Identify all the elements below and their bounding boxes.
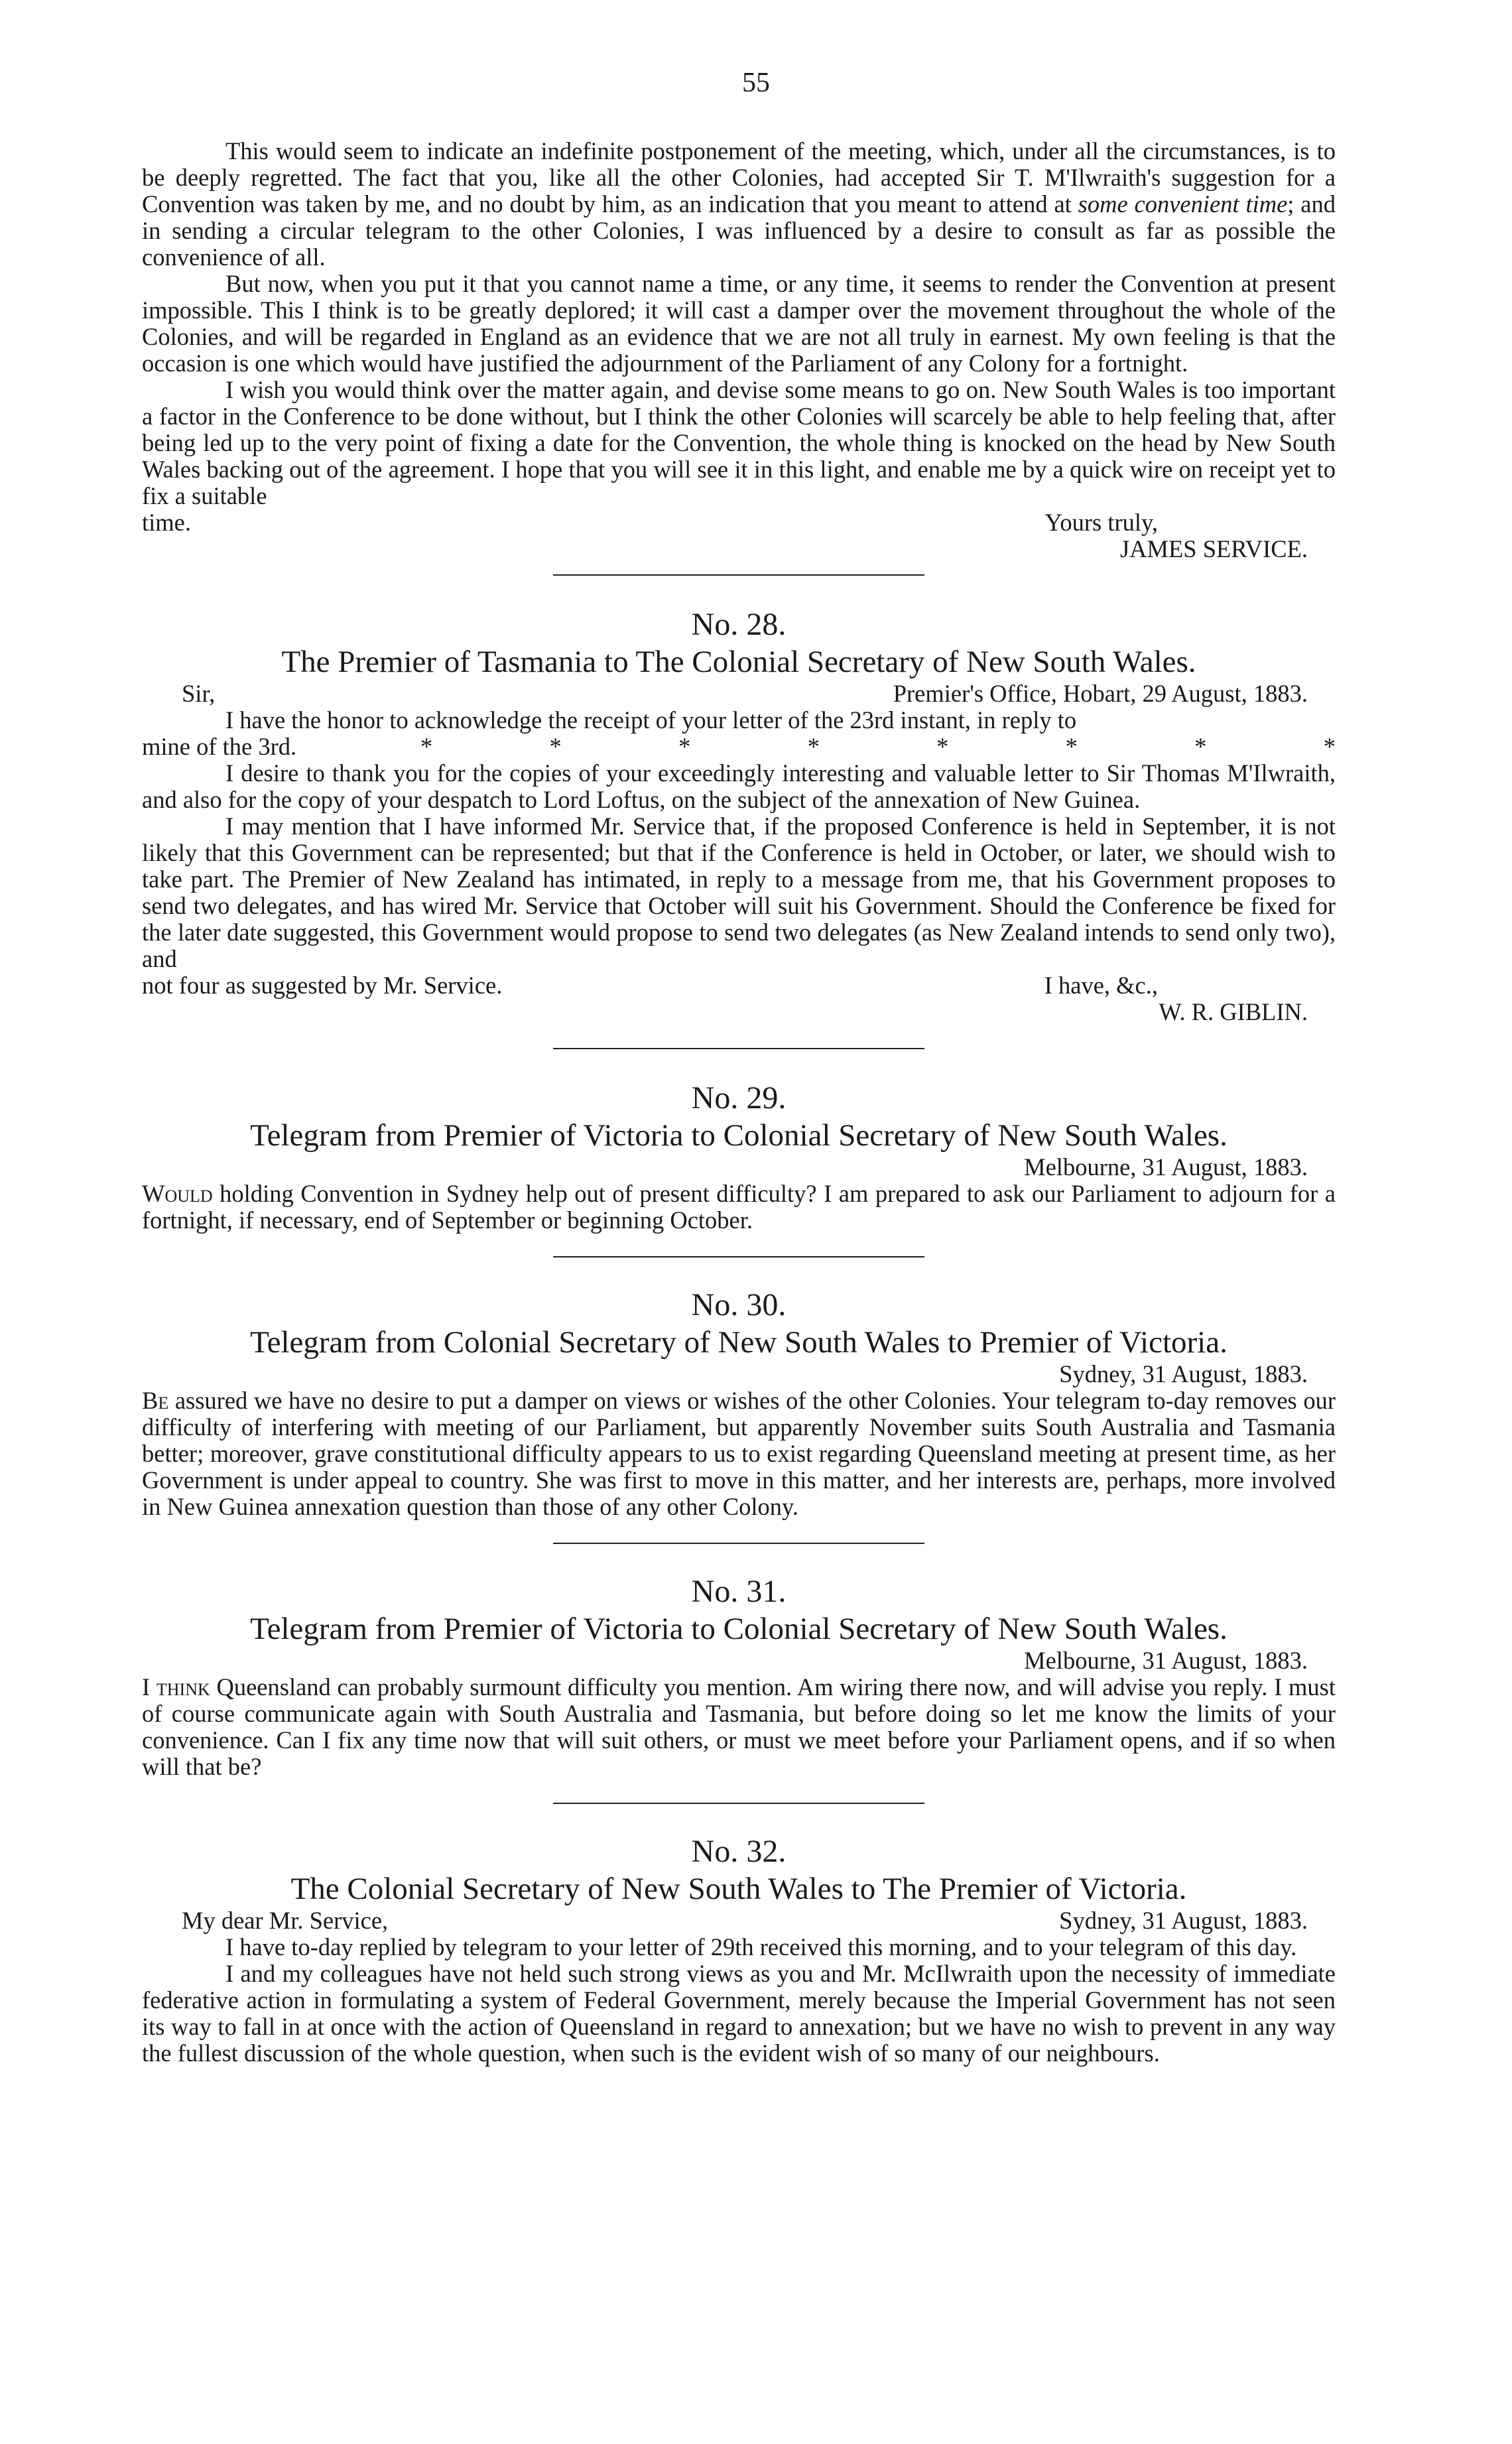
letter-28-paragraph-1-end [142, 734, 1336, 760]
letter-32-address: Sydney, 31 August, 1883. [1059, 1907, 1308, 1934]
letter-28-closing: I have, &c., [1044, 972, 1158, 999]
letter-28-paragraph-3-last-line: not four as suggested by Mr. Service. [142, 972, 503, 999]
letter-32-salutation: My dear Mr. Service, [182, 1907, 389, 1934]
letter-32-header [142, 1907, 1336, 1934]
letter-28-paragraph-2: I desire to thank you for the copies of your exceedingly interesting and valuable letter to Sir Thomas M'Ilwraith, and also for the copy of your despatch to Lord Loftus, on the subject of the annexation of New Guinea. [142, 759, 1336, 813]
omission-star: * [549, 733, 562, 760]
letter-29-body-text: holding Convention in Sydney help out of present difficulty? I am prepared to ask our Parliament to adjourn for a fortnight, if necessary, end of September or beginning October. [142, 1180, 1336, 1234]
omission-star: * [420, 733, 433, 760]
letter-29-body [142, 1181, 1336, 1234]
intro-signature: JAMES SERVICE. [1119, 535, 1308, 562]
intro-paragraph-1-emphasis: some convenient time [1078, 190, 1288, 218]
intro-closing: Yours truly, [1044, 509, 1158, 536]
letter-31-address: Melbourne, 31 August, 1883. [1024, 1647, 1308, 1674]
letter-28-closing-row [142, 972, 1336, 999]
intro-paragraph-2: But now, when you put it that you cannot name a time, or any time, it seems to render the Convention at present impossible. This I think is to be greatly deplored; it will cast a damper over the movement throughout the whole of the Colonies, and will be regarded in England as an evidence that we are not all truly in earnest. My own feeling is that the occasion is one which would have justified the adjournment of the Parliament of any Colony for a fortnight. [142, 270, 1336, 377]
letter-29-lead-word: Would [142, 1180, 213, 1207]
omission-star: * [807, 733, 820, 760]
letter-28-signature: W. R. GIBLIN. [1159, 998, 1308, 1025]
omission-star: * [1065, 733, 1078, 760]
letter-32-number: No. 32. [691, 1834, 787, 1869]
letter-28-paragraph-1-last-line: mine of the 3rd. [142, 733, 297, 760]
letter-31-body-text: Queensland can probably surmount difficulty you mention. Am wiring there now, and will advise you reply. I must of course communicate again with South Australia and Tasmania, but before doing so let me know the limits of your convenience. Can I fix any time now that will suit others, or must we meet before your Parliament opens, and if so when will that be? [142, 1673, 1336, 1780]
letter-32-paragraph-1: I have to-day replied by telegram to your letter of 29th received this morning, and to your telegram of this day. [225, 1933, 1297, 1961]
omission-star: * [1323, 733, 1336, 760]
letter-30-body [142, 1387, 1336, 1520]
letter-30-number: No. 30. [691, 1287, 787, 1322]
omission-star: * [936, 733, 949, 760]
letter-31-lead-word: I think [142, 1673, 210, 1701]
letter-31-title: Telegram from Premier of Victoria to Colonial Secretary of New South Wales. [250, 1612, 1228, 1646]
letter-31-body [142, 1674, 1336, 1780]
letter-28-title: The Premier of Tasmania to The Colonial Secretary of New South Wales. [281, 645, 1196, 679]
letter-31-number: No. 31. [691, 1574, 787, 1609]
letter-28-omission-stars [420, 734, 1336, 760]
letter-32-paragraph-2: I and my colleagues have not held such strong views as you and Mr. McIlwraith upon the necessity of immediate federative action in formulating a system of Federal Government, merely because the Imperial Government has not seen its way to fall in at once with the action of Queensland in regard to annexation; but we have no wish to prevent in any way the fullest discussion of the whole question, when such is the evident wish of so many of our neighbours. [142, 1960, 1336, 2067]
letter-29-number: No. 29. [691, 1080, 787, 1116]
page-content [142, 0, 1336, 2067]
letter-30-title: Telegram from Colonial Secretary of New South Wales to Premier of Victoria. [250, 1325, 1228, 1360]
omission-star: * [1194, 733, 1207, 760]
intro-paragraph-3: I wish you would think over the matter again, and devise some means to go on. New South Wales is too important a factor in the Conference to be done without, but I think the other Colonies will scarcely be able to help feeling that, after being led up to the very point of fixing a date for the Convention, the whole thing is knocked on the head by New South Wales backing out of the agreement. I hope that you will see it in this light, and enable me by a quick wire on receipt yet to fix a suitable [142, 376, 1336, 509]
intro-paragraph-1 [142, 138, 1336, 271]
intro-paragraph-1-text-b: ; and in sending a circular telegram to the other Colonies, I was influenced by a desire to consult as far as possible the convenience of all. [142, 190, 1336, 271]
page-number: 55 [742, 68, 770, 98]
letter-30-body-text: assured we have no desire to put a damper on views or wishes of the other Colonies. Your telegram to-day removes our difficulty of interfering with meeting of our Parliament, but apparently November suits South Australia and Tasmania better; moreover, grave constitutional difficulty appears to us to exist regarding Queensland meeting at present time, as her Government is under appeal to country. She was first to move in this matter, and her interests are, perhaps, more involved in New Guinea annexation question than those of any other Colony. [142, 1387, 1336, 1520]
intro-paragraph-1-text-a: This would seem to indicate an indefinite postponement of the meeting, which, under all the circumstances, is to be deeply regretted. The fact that you, like all the other Colonies, had accepted Sir T. M'Ilwraith's suggestion for a Convention was taken by me, and no doubt by him, as an indication that you meant to attend at [142, 137, 1336, 218]
letter-32-title: The Colonial Secretary of New South Wales to The Premier of Victoria. [290, 1872, 1187, 1906]
omission-star: * [678, 733, 691, 760]
letter-28-salutation: Sir, [182, 680, 216, 707]
intro-paragraph-3-last-line: time. [142, 509, 191, 536]
letter-28-address: Premier's Office, Hobart, 29 August, 1883. [893, 680, 1308, 707]
letter-28-number: No. 28. [691, 607, 787, 642]
letter-30-lead-word: Be [142, 1387, 169, 1414]
intro-closing-row [142, 509, 1336, 536]
letter-30-address: Sydney, 31 August, 1883. [1059, 1360, 1308, 1387]
letter-28-paragraph-3: I may mention that I have informed Mr. Service that, if the proposed Conference is held in September, it is not likely that this Government can be represented; but that if the Conference is held in October, or later, we should wish to take part. The Premier of New Zealand has intimated, in reply to a message from me, that his Government proposes to send two delegates, and has wired Mr. Service that October will suit his Government. Should the Conference be fixed for the later date suggested, this Government would propose to send two delegates (as New Zealand intends to send only two), and [142, 812, 1336, 972]
letter-28-header [142, 680, 1336, 707]
letter-29-title: Telegram from Premier of Victoria to Colonial Secretary of New South Wales. [250, 1118, 1228, 1153]
letter-29-address: Melbourne, 31 August, 1883. [1024, 1153, 1308, 1181]
letter-28-paragraph-1: I have the honor to acknowledge the receipt of your letter of the 23rd instant, in reply to [225, 706, 1077, 734]
